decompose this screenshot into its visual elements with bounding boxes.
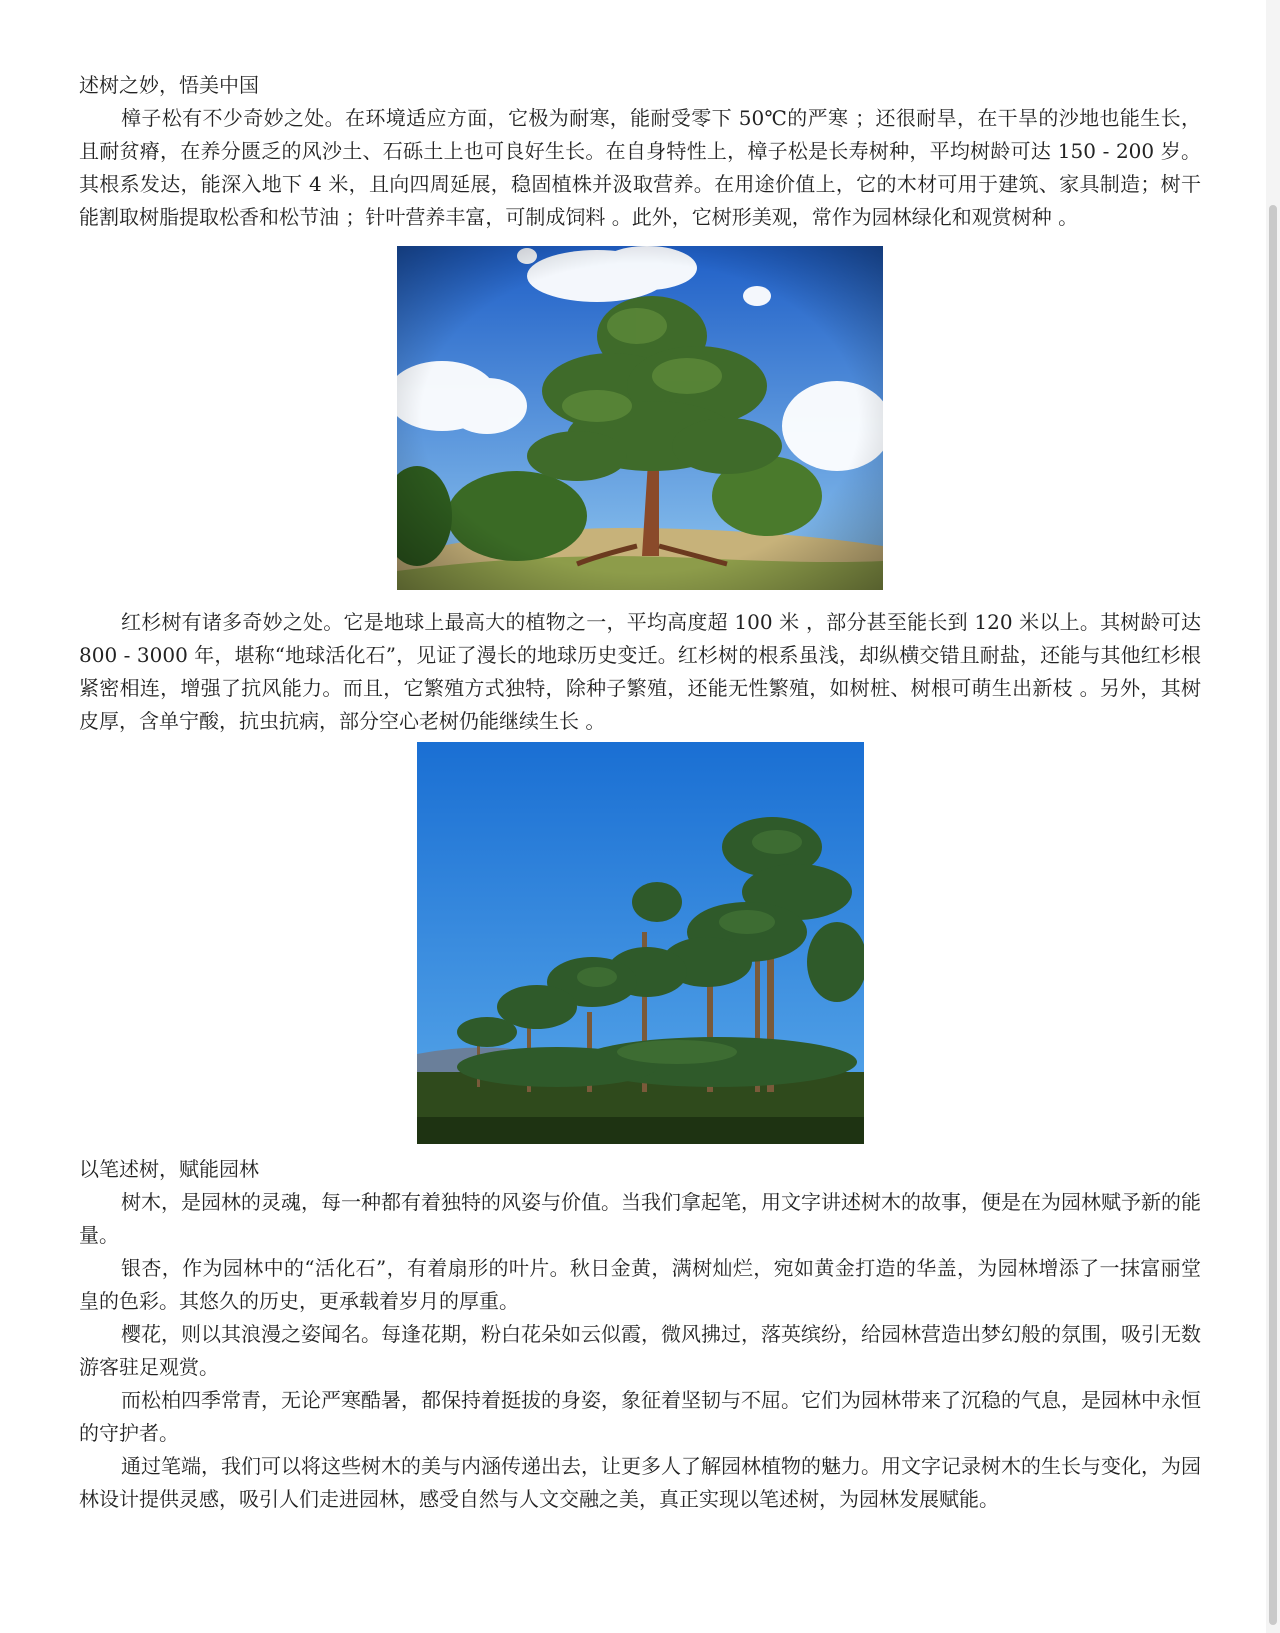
section-heading-2: 以笔述树，赋能园林	[79, 1157, 259, 1181]
paragraph-pine-cypress: 而松柏四季常青，无论严寒酷暑，都保持着挺拔的身姿，象征着坚韧与不屈。它们为园林带来了沉稳的气息，是园林中永恒的守护者。	[79, 1388, 1201, 1445]
paragraph-redwood: 红杉树有诸多奇妙之处。它是地球上最高大的植物之一，平均高度超 100 米 ，部分甚至能长到 120 米以上。其树龄可达 800 - 3000 年，堪称“地球活化石”，见证了漫长的地球历史变迁。红杉树的根系虽浅，却纵横交错且耐盐，还能与其他红杉根紧密相连，增强了抗风能力。而且，它繁殖方式独特，除种子繁殖，还能无性繁殖，如树桩、树根可萌生出新枝 。另外，其树皮厚，含单宁酸，抗虫抗病，部分空心老树仍能继续生长 。	[79, 610, 1201, 733]
scrollbar-thumb[interactable]	[1269, 205, 1277, 1625]
pine-tree-image	[397, 246, 883, 590]
redwood-trees-image	[417, 742, 864, 1144]
paragraph-intro: 树木，是园林的灵魂，每一种都有着独特的风姿与价值。当我们拿起笔，用文字讲述树木的故事，便是在为园林赋予新的能量。	[79, 1190, 1201, 1247]
paragraph-ginkgo: 银杏，作为园林中的“活化石”，有着扇形的叶片。秋日金黄，满树灿烂，宛如黄金打造的华盖，为园林增添了一抹富丽堂皇的色彩。其悠久的历史，更承载着岁月的厚重。	[79, 1256, 1201, 1313]
scrollbar-track[interactable]	[1266, 0, 1280, 1633]
section-heading-1: 述树之妙，悟美中国	[79, 73, 259, 97]
paragraph-pine: 樟子松有不少奇妙之处。在环境适应方面，它极为耐寒，能耐受零下 50℃的严寒 ；还很耐旱，在干旱的沙地也能生长，且耐贫瘠，在养分匮乏的风沙土、石砾土上也可良好生长。在自身特性上，樟子松是长寿树种，平均树龄可达 150 - 200 岁。其根系发达，能深入地下 4 米，且向四周延展，稳固植株并汲取营养。在用途价值上，它的木材可用于建筑、家具制造；树干能割取树脂提取松香和松节油 ；针叶营养丰富，可制成饲料 。此外，它树形美观，常作为园林绿化和观赏树种 。	[79, 106, 1201, 229]
document-page	[79, 68, 1201, 1516]
paragraph-conclusion: 通过笔端，我们可以将这些树木的美与内涵传递出去，让更多人了解园林植物的魅力。用文字记录树木的生长与变化，为园林设计提供灵感，吸引人们走进园林，感受自然与人文交融之美，真正实现以笔述树，为园林发展赋能。	[79, 1454, 1201, 1511]
paragraph-sakura: 樱花，则以其浪漫之姿闻名。每逢花期，粉白花朵如云似霞，微风拂过，落英缤纷，给园林营造出梦幻般的氛围，吸引无数游客驻足观赏。	[79, 1322, 1201, 1379]
